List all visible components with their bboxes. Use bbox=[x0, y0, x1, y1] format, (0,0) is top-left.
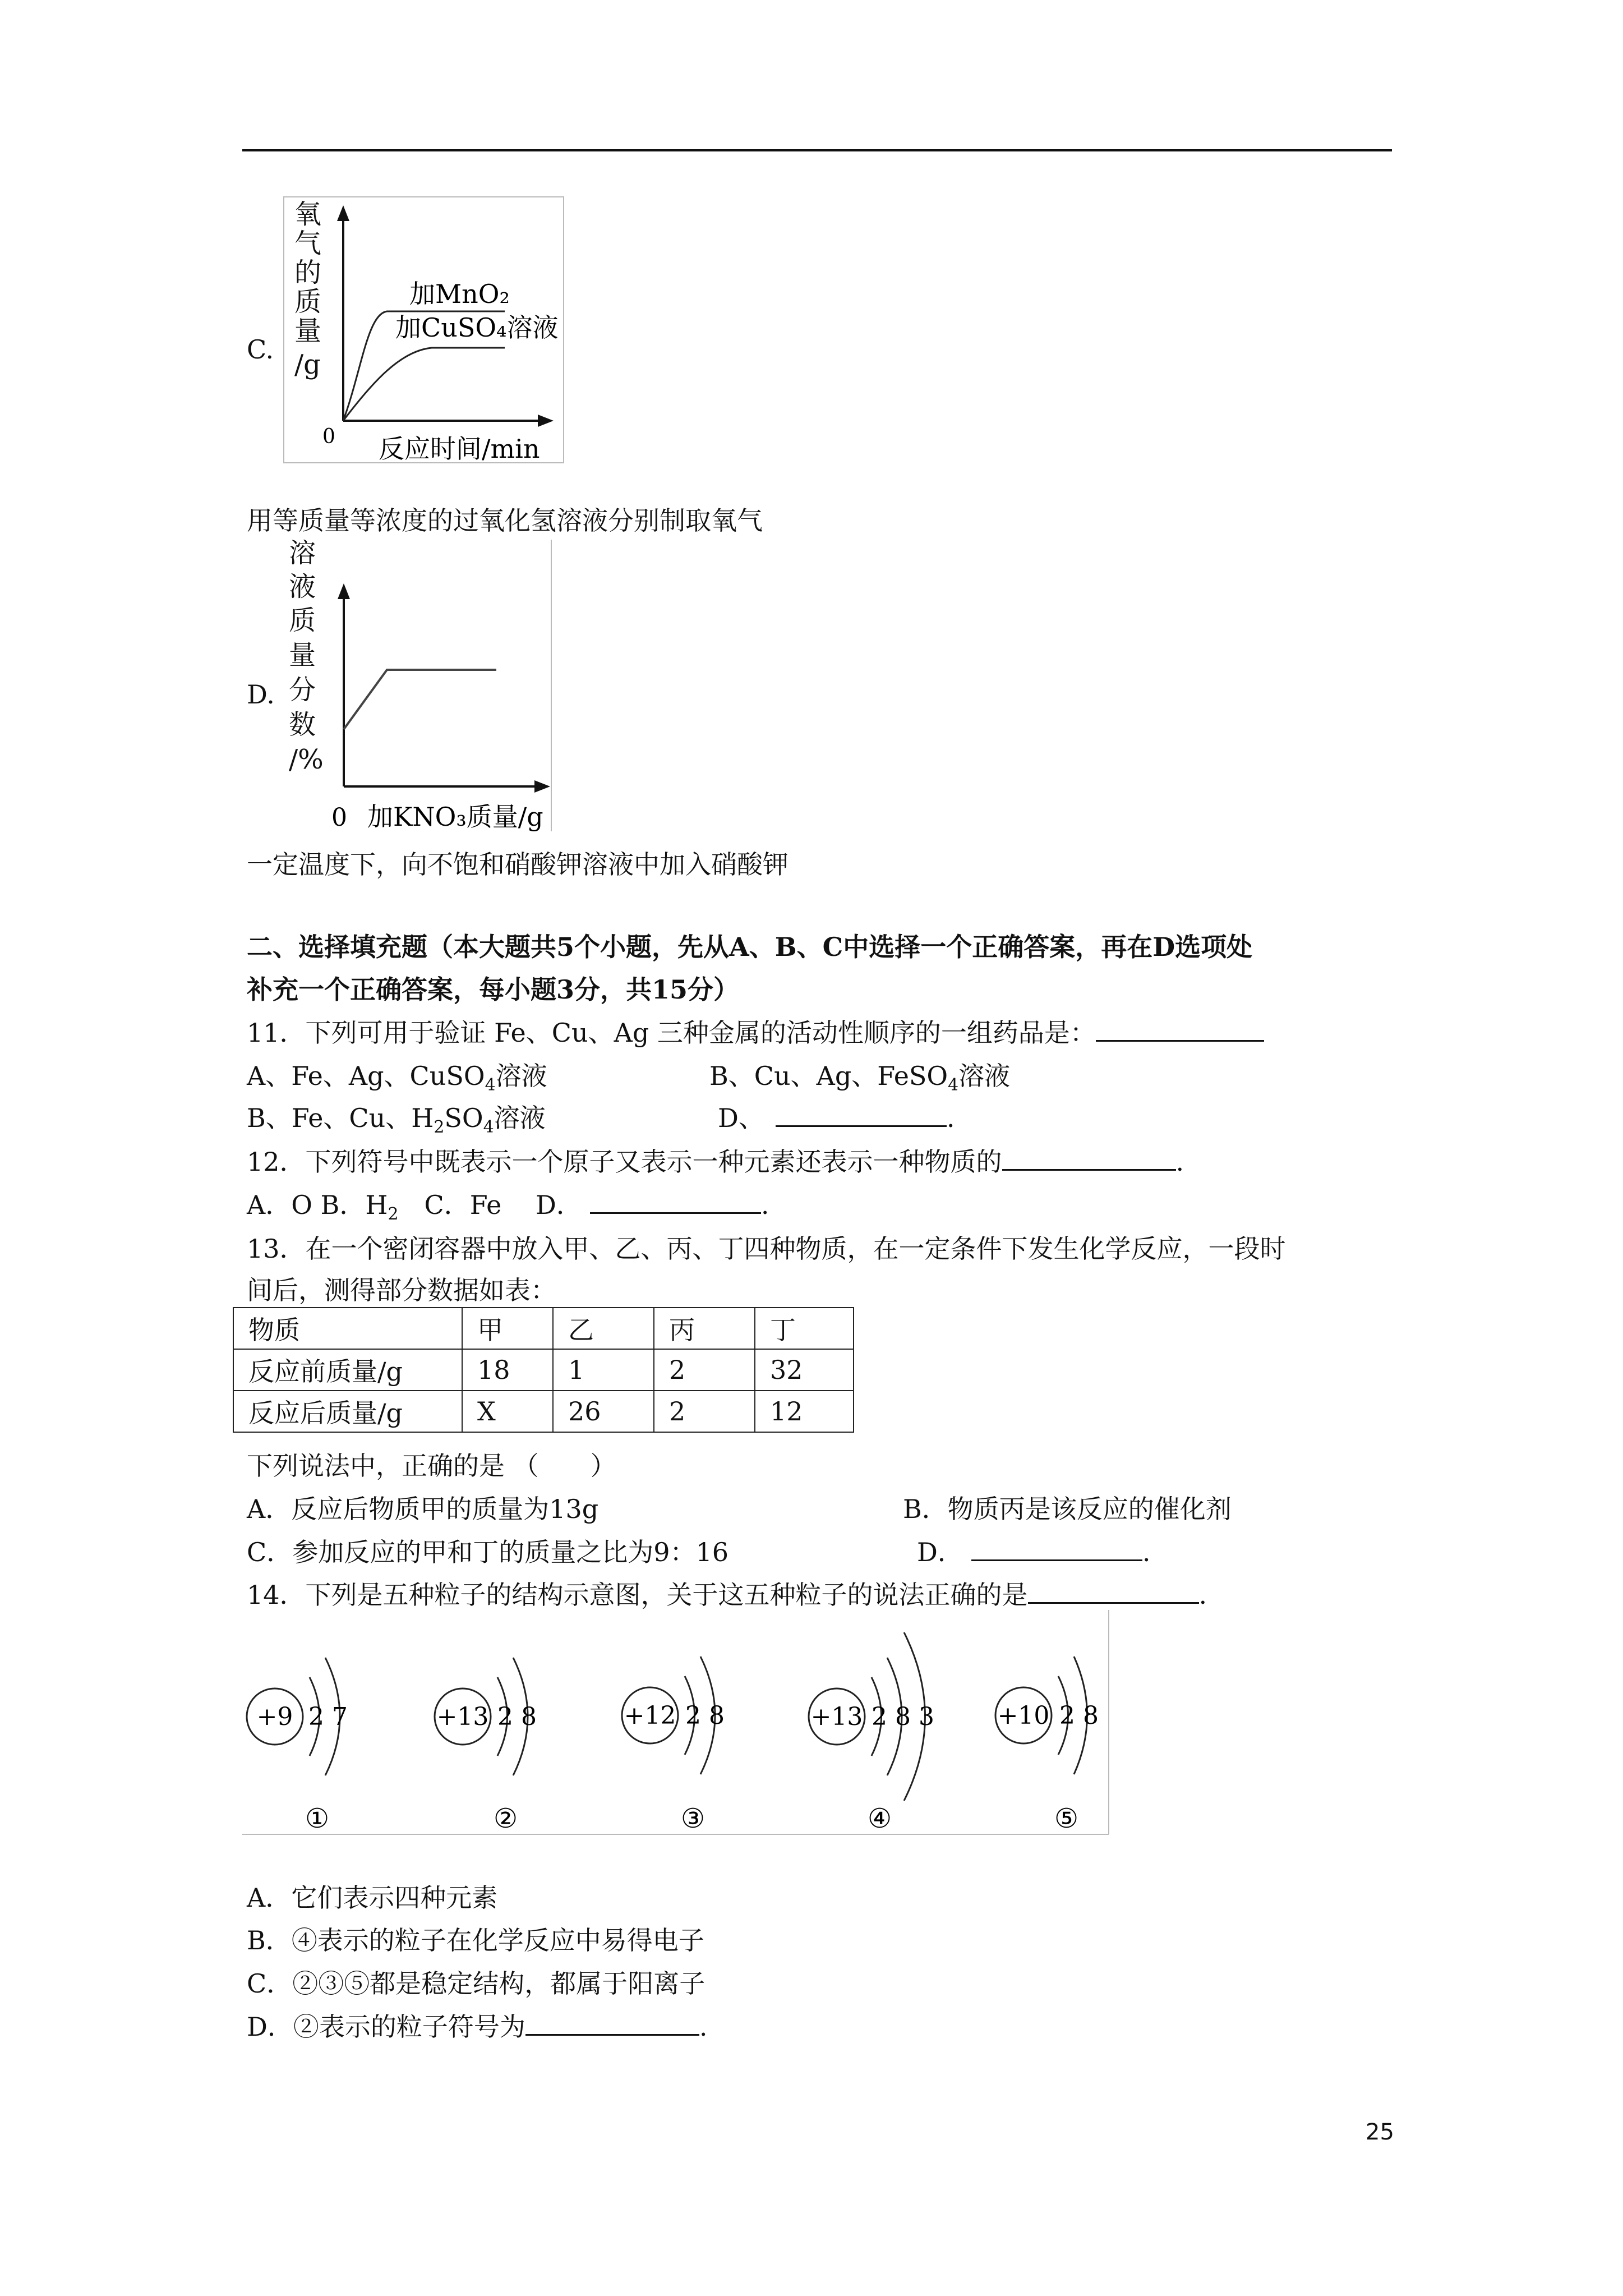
header-rule bbox=[242, 149, 1392, 151]
section-title-cont: 补充一个正确答案，每小题3分，共15分） bbox=[247, 974, 740, 1005]
table-row bbox=[233, 1349, 854, 1391]
table-cell: 丙 bbox=[654, 1308, 755, 1349]
q14-option-d bbox=[247, 2014, 708, 2040]
option-d-chart bbox=[283, 540, 564, 843]
subscript: 4 bbox=[483, 1117, 494, 1138]
particle-label: ③ bbox=[681, 1803, 706, 1834]
answer-blank[interactable] bbox=[525, 2033, 699, 2036]
q11-b2-mid: SO bbox=[444, 1103, 483, 1133]
q13-option-c: C．参加反应的甲和丁的质量之比为9：16 bbox=[247, 1537, 728, 1567]
table-row bbox=[233, 1308, 854, 1349]
option-d-caption: 一定温度下，向不饱和硝酸钾溶液中加入硝酸钾 bbox=[247, 849, 789, 880]
q14-option-a: A．它们表示四种元素 bbox=[247, 1883, 498, 1913]
y-label-char: /g bbox=[294, 349, 321, 380]
x-label: 反应时间/min bbox=[379, 434, 540, 464]
q12-options bbox=[247, 1192, 769, 1223]
q12-options-text: A．O B．H bbox=[247, 1190, 388, 1220]
q14-option-c: C．②③⑤都是稳定结构，都属于阳离子 bbox=[247, 1968, 706, 1999]
y-label-char: 量 bbox=[289, 639, 316, 671]
y-axis-arrow bbox=[337, 205, 349, 221]
table-cell: 甲 bbox=[462, 1308, 553, 1349]
period: . bbox=[699, 2012, 708, 2042]
electron-count: 2 8 bbox=[1059, 1701, 1099, 1730]
q13-stem-cont: 间后，测得部分数据如表： bbox=[247, 1275, 556, 1305]
answer-blank[interactable] bbox=[971, 1559, 1142, 1561]
origin-label: 0 bbox=[331, 803, 347, 832]
electron-count: 2 7 bbox=[308, 1703, 348, 1731]
option-c-label: C. bbox=[247, 334, 274, 365]
table-cell: 物质 bbox=[233, 1308, 462, 1349]
origin-label: 0 bbox=[322, 425, 335, 448]
q11-a-tail: 溶液 bbox=[495, 1061, 547, 1091]
table-cell: X bbox=[462, 1391, 553, 1432]
q12-stem-text: 12．下列符号中既表示一个原子又表示一种元素还表示一种物质的 bbox=[247, 1147, 1002, 1177]
option-c-caption: 用等质量等浓度的过氧化氢溶液分别制取氧气 bbox=[247, 505, 763, 536]
x-axis-arrow bbox=[538, 415, 554, 427]
table-cell: 12 bbox=[755, 1391, 854, 1432]
period: . bbox=[946, 1103, 955, 1133]
y-label-char: 分 bbox=[289, 674, 316, 706]
electron-count: 2 8 3 bbox=[872, 1703, 934, 1731]
y-axis-arrow bbox=[338, 583, 350, 599]
data-table bbox=[233, 1307, 854, 1433]
subscript: 4 bbox=[948, 1075, 959, 1096]
period: . bbox=[1198, 1580, 1207, 1610]
q11-option-b bbox=[709, 1063, 1010, 1094]
q12-options-tail: C．Fe D． bbox=[398, 1190, 582, 1220]
subscript: 2 bbox=[388, 1204, 399, 1225]
subscript: 2 bbox=[434, 1117, 445, 1138]
y-label-char: 质 bbox=[294, 286, 322, 318]
y-label-char: 液 bbox=[289, 571, 316, 602]
table-cell: 32 bbox=[755, 1349, 854, 1391]
particle-label: ① bbox=[305, 1803, 330, 1834]
q13-option-d bbox=[917, 1539, 1151, 1565]
q13-prompt: 下列说法中，正确的是 （ ） bbox=[247, 1451, 616, 1481]
q11-b-text: B、Cu、Ag、FeSO bbox=[709, 1061, 948, 1091]
nucleus-charge: +13 bbox=[436, 1703, 489, 1731]
answer-blank[interactable] bbox=[1096, 1039, 1264, 1042]
q11-stem bbox=[247, 1020, 1264, 1046]
answer-blank[interactable] bbox=[1028, 1602, 1199, 1604]
x-label: 加KNO₃质量/g bbox=[367, 802, 543, 832]
period: . bbox=[1142, 1537, 1151, 1567]
y-label-char: 溶 bbox=[289, 540, 316, 569]
option-c-chart bbox=[283, 196, 575, 466]
table-row bbox=[233, 1391, 854, 1432]
table-cell: 18 bbox=[462, 1349, 553, 1391]
q14-d-text: D．②表示的粒子符号为 bbox=[247, 2012, 525, 2042]
y-label-char: 的 bbox=[294, 257, 322, 288]
solution-curve bbox=[344, 670, 496, 729]
q13-option-a: A．反应后物质甲的质量为13g bbox=[247, 1494, 599, 1524]
nucleus-charge: +10 bbox=[997, 1701, 1050, 1730]
option-d-label: D. bbox=[247, 679, 275, 710]
particle-diagram bbox=[242, 1610, 1117, 1846]
nucleus-charge: +13 bbox=[810, 1703, 863, 1731]
particle-5 bbox=[995, 1657, 1099, 1834]
q14-option-b: B．④表示的粒子在化学反应中易得电子 bbox=[247, 1925, 704, 1955]
subscript: 4 bbox=[485, 1075, 496, 1096]
x-axis-arrow bbox=[534, 780, 550, 793]
nucleus-charge: +9 bbox=[256, 1703, 293, 1731]
cuso4-label: 加CuSO₄溶液 bbox=[395, 312, 559, 343]
y-label-char: /% bbox=[289, 744, 324, 775]
q11-option-d bbox=[718, 1105, 955, 1131]
table-cell: 乙 bbox=[553, 1308, 654, 1349]
particle-4 bbox=[809, 1632, 934, 1834]
y-label-char: 质 bbox=[289, 605, 316, 636]
section-title: 二、选择填充题（本大题共5个小题，先从A、B、C中选择一个正确答案，再在D选项处 bbox=[247, 932, 1253, 962]
answer-blank[interactable] bbox=[590, 1212, 761, 1214]
table-cell: 反应前质量/g bbox=[233, 1349, 462, 1391]
answer-blank[interactable] bbox=[1002, 1168, 1176, 1171]
period: . bbox=[1175, 1147, 1184, 1177]
q11-d-text: D、 bbox=[718, 1103, 764, 1133]
cuso4-curve bbox=[343, 348, 505, 421]
y-label-char: 量 bbox=[294, 315, 322, 347]
q13-option-b: B．物质丙是该反应的催化剂 bbox=[903, 1494, 1232, 1524]
nucleus-charge: +12 bbox=[624, 1701, 676, 1730]
q13-d-text: D． bbox=[917, 1537, 963, 1567]
q11-option-b2 bbox=[247, 1105, 546, 1136]
particle-2 bbox=[435, 1658, 537, 1834]
table-cell: 2 bbox=[654, 1349, 755, 1391]
q12-stem bbox=[247, 1149, 1184, 1175]
answer-blank[interactable] bbox=[776, 1125, 947, 1127]
q13-stem: 13．在一个密闭容器中放入甲、乙、丙、丁四种物质，在一定条件下发生化学反应，一段时 bbox=[247, 1234, 1286, 1264]
q11-b-tail: 溶液 bbox=[958, 1061, 1011, 1091]
particle-1 bbox=[247, 1658, 348, 1834]
particle-label: ② bbox=[494, 1803, 518, 1834]
q11-b2-tail: 溶液 bbox=[494, 1103, 546, 1133]
table-cell: 2 bbox=[654, 1391, 755, 1432]
q14-stem bbox=[247, 1582, 1207, 1608]
mno2-label: 加MnO₂ bbox=[409, 279, 510, 309]
y-label-char: 数 bbox=[289, 709, 316, 740]
y-label-char: 氧 bbox=[294, 199, 322, 230]
page-number: 25 bbox=[1366, 2119, 1394, 2145]
table-cell: 1 bbox=[553, 1349, 654, 1391]
table-cell: 丁 bbox=[755, 1308, 854, 1349]
particle-label: ⑤ bbox=[1054, 1803, 1079, 1834]
q11-a-text: A、Fe、Ag、CuSO bbox=[247, 1061, 485, 1091]
q11-b2-text: B、Fe、Cu、H bbox=[247, 1103, 434, 1133]
table-cell: 26 bbox=[553, 1391, 654, 1432]
electron-count: 2 8 bbox=[685, 1701, 725, 1730]
q14-stem-text: 14．下列是五种粒子的结构示意图，关于这五种粒子的说法正确的是 bbox=[247, 1580, 1028, 1610]
electron-count: 2 8 bbox=[497, 1703, 537, 1731]
table-cell: 反应后质量/g bbox=[233, 1391, 462, 1432]
y-label-char: 气 bbox=[294, 228, 322, 259]
particle-label: ④ bbox=[868, 1803, 892, 1834]
period: . bbox=[760, 1190, 769, 1220]
particle-3 bbox=[622, 1657, 725, 1834]
q11-stem-text: 11．下列可用于验证 Fe、Cu、Ag 三种金属的活动性顺序的一组药品是： bbox=[247, 1018, 1096, 1048]
q11-option-a bbox=[247, 1063, 547, 1094]
